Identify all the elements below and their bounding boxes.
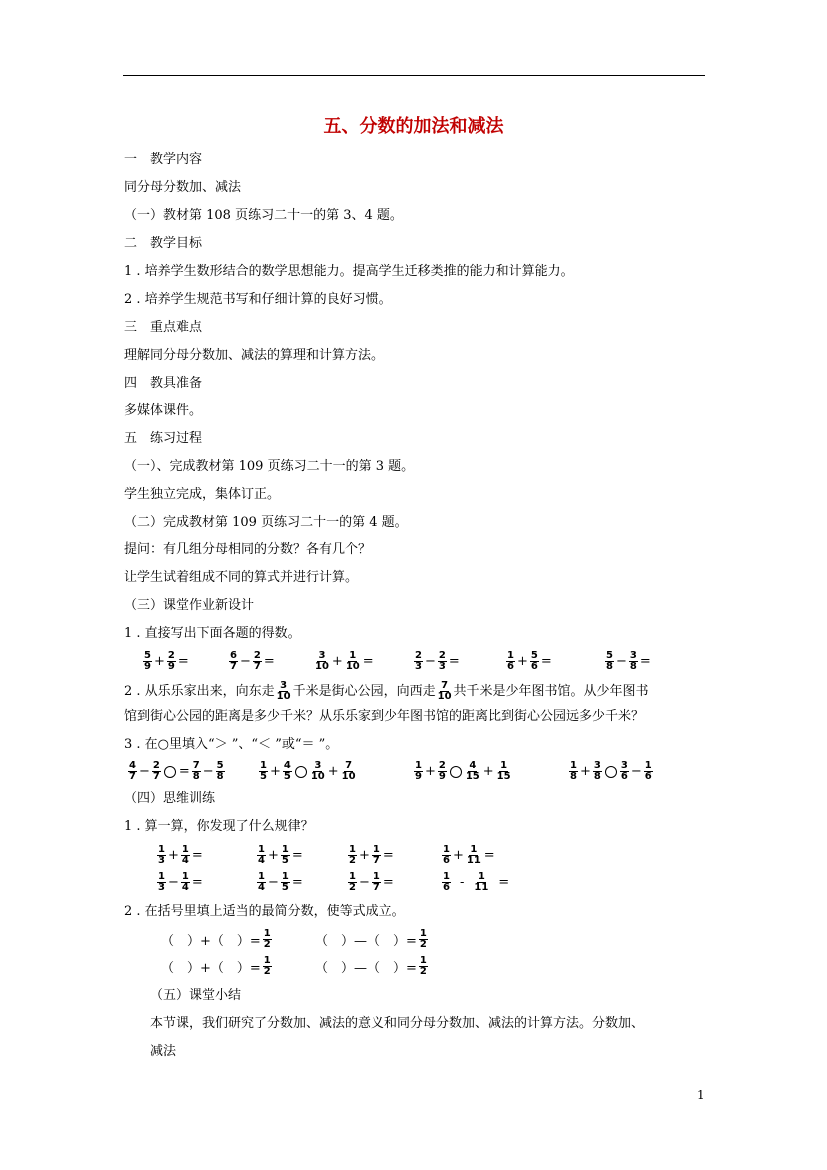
exercise-1-5: $\frac{1}{6}$ + $\frac{5}{6}$ =: [507, 650, 552, 672]
text-line: 让学生试着组成不同的算式并进行计算。: [124, 570, 359, 585]
text-line: 馆到街心公园的距离是多少千米？从乐乐家到少年图书馆的距离比到街心公园远多少千米？: [124, 709, 645, 724]
section-heading-4: 四 教具准备: [124, 376, 203, 391]
compare-1: $\frac{4}{7}$ − $\frac{2}{7}$ = $\frac{7}{8}$ − $\frac{5}{8}$: [129, 760, 224, 782]
fraction: $\frac{5}{6}$: [530, 650, 538, 672]
think-sub-2: $\frac{1}{4}$ − $\frac{1}{5}$ =: [258, 871, 303, 893]
fraction: $\frac{6}{7}$: [230, 650, 237, 672]
header-rule: [123, 75, 705, 76]
fill-sub-1: （ ）—（ ）= $\frac{1}{2}$: [315, 928, 427, 950]
text-line: （一）教材第 108 页练习二十一的第 3、4 题。: [124, 208, 403, 223]
text-line: （二）完成教材第 109 页练习二十一的第 4 题。: [124, 515, 408, 530]
compare-2: $\frac{1}{5}$ + $\frac{4}{5}$ $\frac{3}{10}$ + $\frac{7}{10}$: [260, 760, 356, 782]
fraction: $\frac{3}{10}$: [315, 650, 329, 672]
compare-3: $\frac{1}{9}$ + $\frac{2}{9}$ $\frac{4}{15}$ + $\frac{1}{15}$: [415, 760, 511, 782]
compare-4: $\frac{1}{8}$ + $\frac{3}{8}$ $\frac{3}{6}$ − $\frac{1}{6}$: [570, 760, 652, 782]
exercise-1-2: $\frac{6}{7}$ − $\frac{2}{7}$ =: [230, 650, 275, 672]
text-line: 2 . 培养学生规范书写和仔细计算的良好习惯。: [124, 292, 392, 307]
text-line: 2 . 在括号里填上适当的最简分数，使等式成立。: [124, 904, 405, 919]
think-add-3: $\frac{1}{2}$ + $\frac{1}{7}$ =: [349, 844, 394, 866]
fraction: $\frac{2}{3}$: [415, 650, 422, 672]
text-line: （五）课堂小结: [150, 988, 242, 1003]
text-line: 1 . 算一算，你发现了什么规律？: [124, 819, 314, 834]
text-line: 提问：有几组分母相同的分数？各有几个？: [124, 542, 372, 557]
exercise-1-1: $\frac{5}{9}$ + $\frac{2}{9}$ =: [144, 650, 189, 672]
text-line: 学生独立完成，集体订正。: [124, 487, 281, 502]
text-line: （一）、完成教材第 109 页练习二十一的第 3 题。: [124, 459, 415, 474]
compare-circle[interactable]: [605, 766, 617, 778]
fraction: $\frac{1}{6}$: [507, 650, 514, 672]
fill-add-2: （ ）+（ ）= $\frac{1}{2}$: [161, 955, 271, 977]
text-line: 1 . 直接写出下面各题的得数。: [124, 626, 301, 641]
fraction: $\frac{2}{7}$: [253, 650, 261, 672]
fraction: $\frac{1}{10}$: [345, 650, 360, 672]
section-heading-5: 五 练习过程: [124, 431, 203, 446]
fraction: $\frac{2}{9}$: [167, 650, 175, 672]
fraction: $\frac{5}{9}$: [144, 650, 151, 672]
text-line: （三）课堂作业新设计: [124, 598, 255, 613]
text-line: 1 . 培养学生数形结合的数学思想能力。提高学生迁移类推的能力和计算能力。: [124, 264, 574, 279]
fraction: $\frac{2}{3}$: [438, 650, 446, 672]
exercise-1-4: $\frac{2}{3}$ − $\frac{2}{3}$ =: [415, 650, 460, 672]
fraction: $\frac{3}{10}$: [276, 680, 291, 702]
think-add-1: $\frac{1}{3}$ + $\frac{1}{4}$ =: [158, 844, 203, 866]
section-heading-3: 三 重点难点: [124, 320, 203, 335]
fill-add-1: （ ）+（ ）= $\frac{1}{2}$: [161, 928, 271, 950]
fill-sub-2: （ ）—（ ）= $\frac{1}{2}$: [315, 955, 427, 977]
text-line: 多媒体课件。: [124, 403, 203, 418]
word-problem-line: 2 . 从乐乐家出来，向东走 $\frac{3}{10}$ 千米是街心公园，向西走 $\frac{7}{10}$ 共千米是少年图书馆。从少年图书: [124, 680, 649, 702]
page-number: 1: [697, 1088, 705, 1102]
compare-circle[interactable]: [164, 766, 176, 778]
section-heading-2: 二 教学目标: [124, 236, 203, 251]
text-line: 本节课，我们研究了分数加、减法的意义和同分母分数加、减法的计算方法。分数加、: [150, 1016, 645, 1031]
text-line: 减法: [150, 1044, 177, 1059]
text-line: （四）思维训练: [124, 791, 216, 806]
think-add-2: $\frac{1}{4}$ + $\frac{1}{5}$ =: [258, 844, 303, 866]
fraction: $\frac{5}{8}$: [606, 650, 613, 672]
section-heading-1: 一 教学内容: [124, 152, 203, 167]
text-line: 理解同分母分数加、减法的算理和计算方法。: [124, 348, 385, 363]
think-sub-3: $\frac{1}{2}$ − $\frac{1}{7}$ =: [349, 871, 394, 893]
exercise-1-3: $\frac{3}{10}$ + $\frac{1}{10}$ =: [315, 650, 374, 672]
think-sub-4: $\frac{1}{6}$ - $\frac{1}{11}$ =: [443, 871, 510, 893]
think-sub-1: $\frac{1}{3}$ − $\frac{1}{4}$ =: [158, 871, 203, 893]
fraction: $\frac{7}{10}$: [437, 680, 452, 702]
compare-circle[interactable]: [295, 766, 307, 778]
fraction: $\frac{3}{8}$: [629, 650, 637, 672]
page-title: 五、分数的加法和减法: [323, 116, 504, 137]
text-line: 同分母分数加、减法: [124, 180, 242, 195]
text-line: 3 . 在○里填入“＞ ”、“＜ ”或“＝ ”。: [124, 737, 339, 752]
think-add-4: $\frac{1}{6}$ + $\frac{1}{11}$ =: [443, 844, 495, 866]
exercise-1-6: $\frac{5}{8}$ − $\frac{3}{8}$ =: [606, 650, 651, 672]
compare-circle[interactable]: [450, 766, 462, 778]
